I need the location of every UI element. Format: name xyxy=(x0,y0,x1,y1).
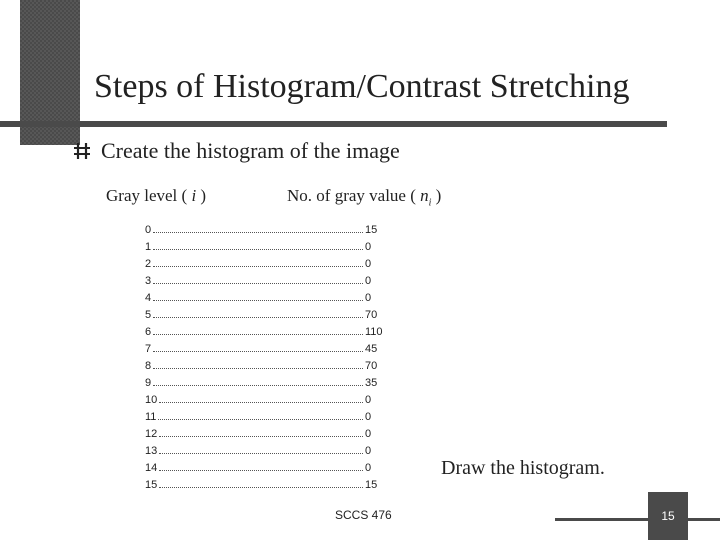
dot-leader xyxy=(153,283,363,284)
table-row xyxy=(145,239,385,256)
dot-leader xyxy=(153,368,363,369)
bullet-text: Create the histogram of the image xyxy=(101,138,400,163)
dot-leader xyxy=(159,487,363,488)
gray-level-value: 4 xyxy=(145,292,152,304)
dot-leader xyxy=(153,317,363,318)
dot-leader xyxy=(153,334,363,335)
table-row xyxy=(145,443,385,460)
table-row xyxy=(145,375,385,392)
dot-leader xyxy=(159,436,363,437)
table-row xyxy=(145,460,385,477)
gray-level-value: 9 xyxy=(145,377,152,389)
gray-level-value: 15 xyxy=(145,479,158,491)
dot-leader xyxy=(153,351,363,352)
gray-level-value: 12 xyxy=(145,428,158,440)
gray-level-value: 1 xyxy=(145,241,152,253)
gray-level-value: 14 xyxy=(145,462,158,474)
dot-leader xyxy=(153,300,363,301)
table-row xyxy=(145,256,385,273)
gray-level-value: 6 xyxy=(145,326,152,338)
gray-count-value: 0 xyxy=(365,292,372,304)
footer-bar xyxy=(555,518,720,521)
dot-leader xyxy=(159,453,363,454)
gray-level-value: 7 xyxy=(145,343,152,355)
dot-leader xyxy=(153,385,363,386)
table-row xyxy=(145,426,385,443)
gray-level-value: 13 xyxy=(145,445,158,457)
table-row xyxy=(145,324,385,341)
dot-leader xyxy=(158,419,363,420)
table-row xyxy=(145,341,385,358)
gray-count-value: 0 xyxy=(365,275,372,287)
slide-title: Steps of Histogram/Contrast Stretching xyxy=(94,68,630,105)
gray-count-value: 0 xyxy=(365,241,372,253)
gray-level-header: Gray level ( i ) xyxy=(106,186,207,205)
dot-leader xyxy=(159,402,363,403)
gray-count-value: 0 xyxy=(365,258,372,270)
table-row xyxy=(145,392,385,409)
table-row xyxy=(145,477,385,494)
hash-bullet-icon xyxy=(73,142,91,160)
histogram-table xyxy=(145,222,385,494)
gray-level-value: 11 xyxy=(145,411,157,423)
gray-count-value: 70 xyxy=(365,309,378,321)
page-number: 15 xyxy=(648,492,688,540)
table-row xyxy=(145,409,385,426)
gray-count-header: No. of gray value ( $n_i$ ) xyxy=(287,186,442,209)
table-row xyxy=(145,290,385,307)
gray-count-value: 35 xyxy=(365,377,378,389)
table-row xyxy=(145,307,385,324)
instruction-text: Draw the histogram. xyxy=(441,457,605,479)
dot-leader xyxy=(153,249,363,250)
gray-count-value: 15 xyxy=(365,479,378,491)
gray-level-value: 3 xyxy=(145,275,152,287)
dot-leader xyxy=(159,470,363,471)
gray-count-value: 0 xyxy=(365,394,372,406)
gray-count-value: 70 xyxy=(365,360,378,372)
gray-count-value: 15 xyxy=(365,224,378,236)
gray-count-value: 0 xyxy=(365,445,372,457)
gray-count-value: 0 xyxy=(365,462,372,474)
dot-leader xyxy=(153,232,363,233)
gray-count-value: 45 xyxy=(365,343,378,355)
gray-count-value: 0 xyxy=(365,428,372,440)
footer-course-code: SCCS 476 xyxy=(335,508,392,522)
gray-level-value: 0 xyxy=(145,224,152,236)
gray-count-value: 0 xyxy=(365,411,372,423)
table-row xyxy=(145,358,385,375)
gray-count-value: 110 xyxy=(365,326,383,338)
gray-level-value: 5 xyxy=(145,309,152,321)
title-underline-bar xyxy=(0,121,667,127)
gray-level-value: 10 xyxy=(145,394,158,406)
table-row xyxy=(145,222,385,239)
gray-level-value: 8 xyxy=(145,360,152,372)
gray-level-value: 2 xyxy=(145,258,152,270)
table-row xyxy=(145,273,385,290)
dot-leader xyxy=(153,266,363,267)
